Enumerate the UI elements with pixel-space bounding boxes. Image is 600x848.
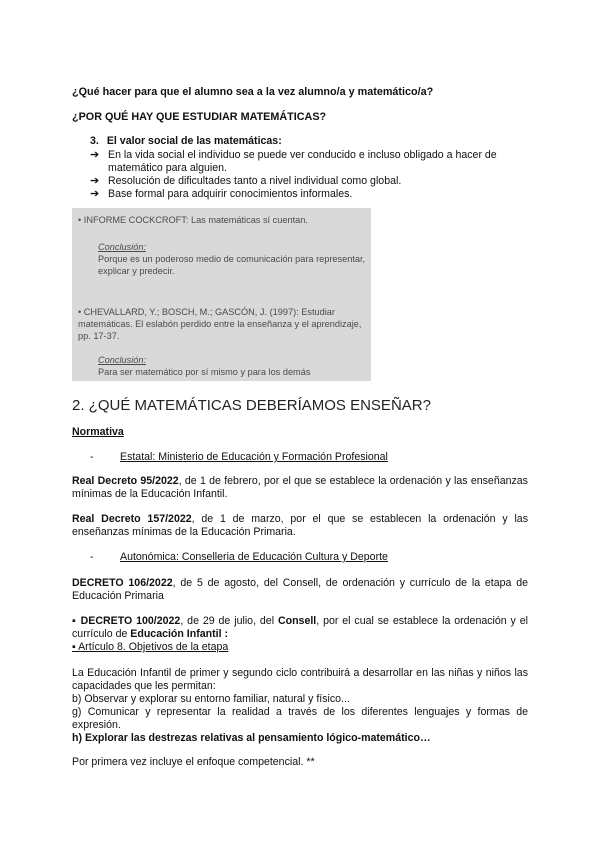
objective-h: h) Explorar las destrezas relativas al pensamiento lógico-matemático… [72,732,431,744]
square-bullet: ▪ [72,615,81,627]
educacion-infantil-label: Educación Infantil : [130,628,228,640]
section-3-heading [90,135,282,147]
rd95-paragraph [72,475,528,501]
articulo-8-label: ▪ Artículo 8. Objetivos de la etapa [72,641,229,653]
decreto-106-text: , de 5 de agosto, del Consell, de ordenación y currículo de la etapa de Educación Primaria [72,577,528,602]
list-item-text: Resolución de dificultades tanto a nivel individual como global. [108,175,402,187]
reference-cockcroft: • INFORME COCKCROFT: Las matemáticas sí cuentan. [78,215,308,225]
section-heading-2: 2. ¿QUÉ MATEMÁTICAS DEBERÍAMOS ENSEÑAR? [72,397,431,414]
rd157-paragraph [72,513,528,539]
arrow-right-icon: ➔ [90,149,100,161]
reference-chevallard: • CHEVALLARD, Y.; BOSCH, M.; GASCÓN, J. (1997): Estudiar matemáticas. El eslabón perdido entre la enseñanza y el aprendizaje, pp. 17-37. [78,307,362,341]
consell-label: Consell [277,615,317,627]
list-item-text: Base formal para adquirir conocimientos informales. [108,188,353,200]
autonomica-item [90,551,388,563]
references-image-box [72,208,371,381]
heading-why-study: ¿POR QUÉ HAY QUE ESTUDIAR MATEMÁTICAS? [72,111,327,123]
infantil-intro: La Educación Infantil de primer y segundo ciclo contribuirá a desarrollar en las niñas y niños las capacidades que les permitan: [72,667,528,692]
list-item [90,188,526,201]
final-note: Por primera vez incluye el enfoque competencial. ** [72,756,315,768]
decreto-100-paragraph [72,615,528,654]
conclusion-text: Para ser matemático por sí mismo y para los demás [98,367,311,377]
objective-b: b) Observar y explorar su entorno familiar, natural y físico... [72,693,350,705]
objective-g: g) Comunicar y representar la realidad a través de los diferentes lenguajes y formas de expresión. [72,706,528,731]
estatal-label: Estatal: Ministerio de Educación y Formación Profesional [120,451,388,463]
arrow-list [90,149,526,201]
arrow-right-icon: ➔ [90,175,100,187]
list-item [90,175,526,188]
rd95-title: Real Decreto 95/2022 [72,475,179,487]
rd95-text: , de 1 de febrero, por el que se establece la ordenación y las enseñanzas mínimas de la Educación Infantil. [72,475,528,500]
rd157-text: , de 1 de marzo, por el que se establecen la ordenación y las enseñanzas mínimas de la Educación Primaria. [72,513,528,538]
dash-bullet: - [90,451,94,463]
conclusion-label: Conclusión: [98,242,147,252]
heading-question: ¿Qué hacer para que el alumno sea a la vez alumno/a y matemático/a? [72,86,434,98]
autonomica-label: Autonómica: Conselleria de Educación Cultura y Deporte [120,551,388,563]
decreto-106-title: DECRETO 106/2022 [72,577,173,589]
decreto-100-mid: , de 29 de julio, del [180,615,278,627]
conclusion-label: Conclusión: [98,355,147,365]
section-title: El valor social de las matemáticas: [106,135,282,147]
dash-bullet: - [90,551,94,563]
decreto-100-title: DECRETO 100/2022 [80,615,181,627]
conclusion-text: Porque es un poderoso medio de comunicación para representar, explicar y predecir. [98,254,366,276]
decreto-106-paragraph [72,577,528,603]
decreto-100-text: , por el cual se establece la ordenación y el currículo de [72,615,529,640]
arrow-right-icon: ➔ [90,188,100,200]
rd157-title: Real Decreto 157/2022 [72,513,192,525]
list-item-text: En la vida social el individuo se puede ver conducido e incluso obligado a hacer de matemático para alguien. [108,149,497,174]
list-item [90,149,526,175]
estatal-item [90,451,388,463]
normativa-label: Normativa [72,426,124,438]
section-number: 3. [90,135,99,147]
infantil-objectives [72,667,528,745]
